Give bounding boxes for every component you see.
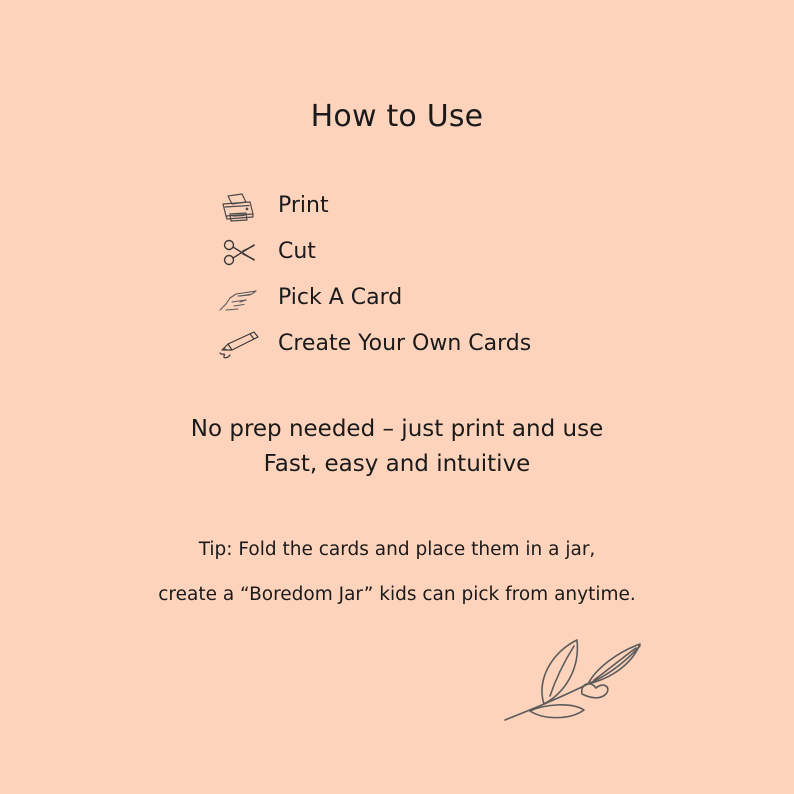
tip-line-1: Tip: Fold the cards and place them in a jar,	[198, 539, 596, 560]
printer-icon	[216, 190, 260, 224]
note-fast-easy: Fast, easy and intuitive	[263, 451, 531, 477]
step-label: Print	[278, 193, 329, 218]
leaf-branch-icon	[500, 632, 646, 724]
tip	[0, 527, 794, 617]
page-title: How to Use	[310, 99, 484, 134]
pencil-icon	[216, 328, 260, 362]
tip-line-2: create a “Boredom Jar” kids can pick from anytime.	[158, 584, 636, 605]
step-print	[216, 188, 636, 234]
steps-list	[216, 188, 636, 372]
step-label: Create Your Own Cards	[278, 331, 532, 356]
note-no-prep: No prep needed – just print and use	[190, 416, 604, 442]
step-label: Pick A Card	[278, 285, 403, 310]
step-create-cards	[216, 326, 636, 372]
step-label: Cut	[278, 239, 316, 264]
step-pick-card	[216, 280, 636, 326]
scissors-icon	[216, 236, 260, 270]
notes	[0, 412, 794, 482]
pointing-hand-icon	[216, 282, 260, 316]
step-cut	[216, 234, 636, 280]
